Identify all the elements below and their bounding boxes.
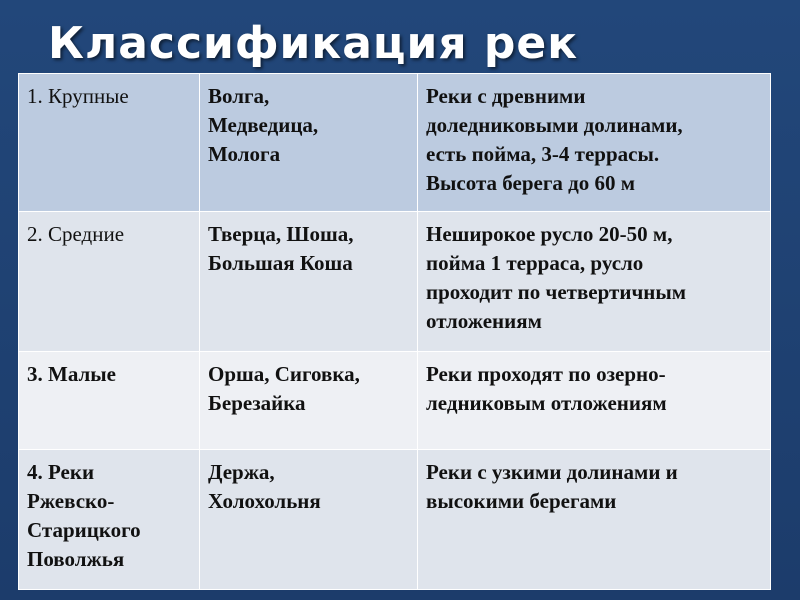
rivers-text: Держа, Холохольня xyxy=(208,460,321,513)
rivers-cell xyxy=(200,212,418,352)
description-cell xyxy=(418,74,771,212)
description-cell xyxy=(418,450,771,590)
category-text: 4. Реки Ржевско- Старицкого Поволжья xyxy=(27,460,141,571)
category-cell xyxy=(19,352,200,450)
description-cell xyxy=(418,352,771,450)
category-text: 2. Средние xyxy=(27,222,125,246)
rivers-cell xyxy=(200,74,418,212)
description-cell xyxy=(418,212,771,352)
category-cell xyxy=(19,450,200,590)
rivers-text: Орша, Сиговка, Березайка xyxy=(208,362,360,415)
description-text: Реки проходят по озерно- ледниковым отложениям xyxy=(426,362,667,415)
description-text: Реки с узкими долинами и высокими берегами xyxy=(426,460,678,513)
rivers-text: Волга, Медведица, Молога xyxy=(208,84,319,166)
category-text: 3. Малые xyxy=(27,362,117,386)
rivers-text: Тверца, Шоша, Большая Коша xyxy=(208,222,354,275)
table-row xyxy=(19,74,771,212)
category-text: 1. Крупные xyxy=(27,84,129,108)
category-cell xyxy=(19,212,200,352)
slide-title: Классификация рек xyxy=(48,18,579,69)
river-classification-table xyxy=(18,73,771,590)
table-row xyxy=(19,212,771,352)
category-cell xyxy=(19,74,200,212)
rivers-cell xyxy=(200,450,418,590)
table-row xyxy=(19,352,771,450)
description-text: Неширокое русло 20-50 м, пойма 1 терраса, русло проходит по четвертичным отложениям xyxy=(426,222,687,333)
description-text: Реки с древними доледниковыми долинами, есть пойма, 3-4 террасы. Высота берега до 60 м xyxy=(426,84,683,195)
rivers-cell xyxy=(200,352,418,450)
table-row xyxy=(19,450,771,590)
